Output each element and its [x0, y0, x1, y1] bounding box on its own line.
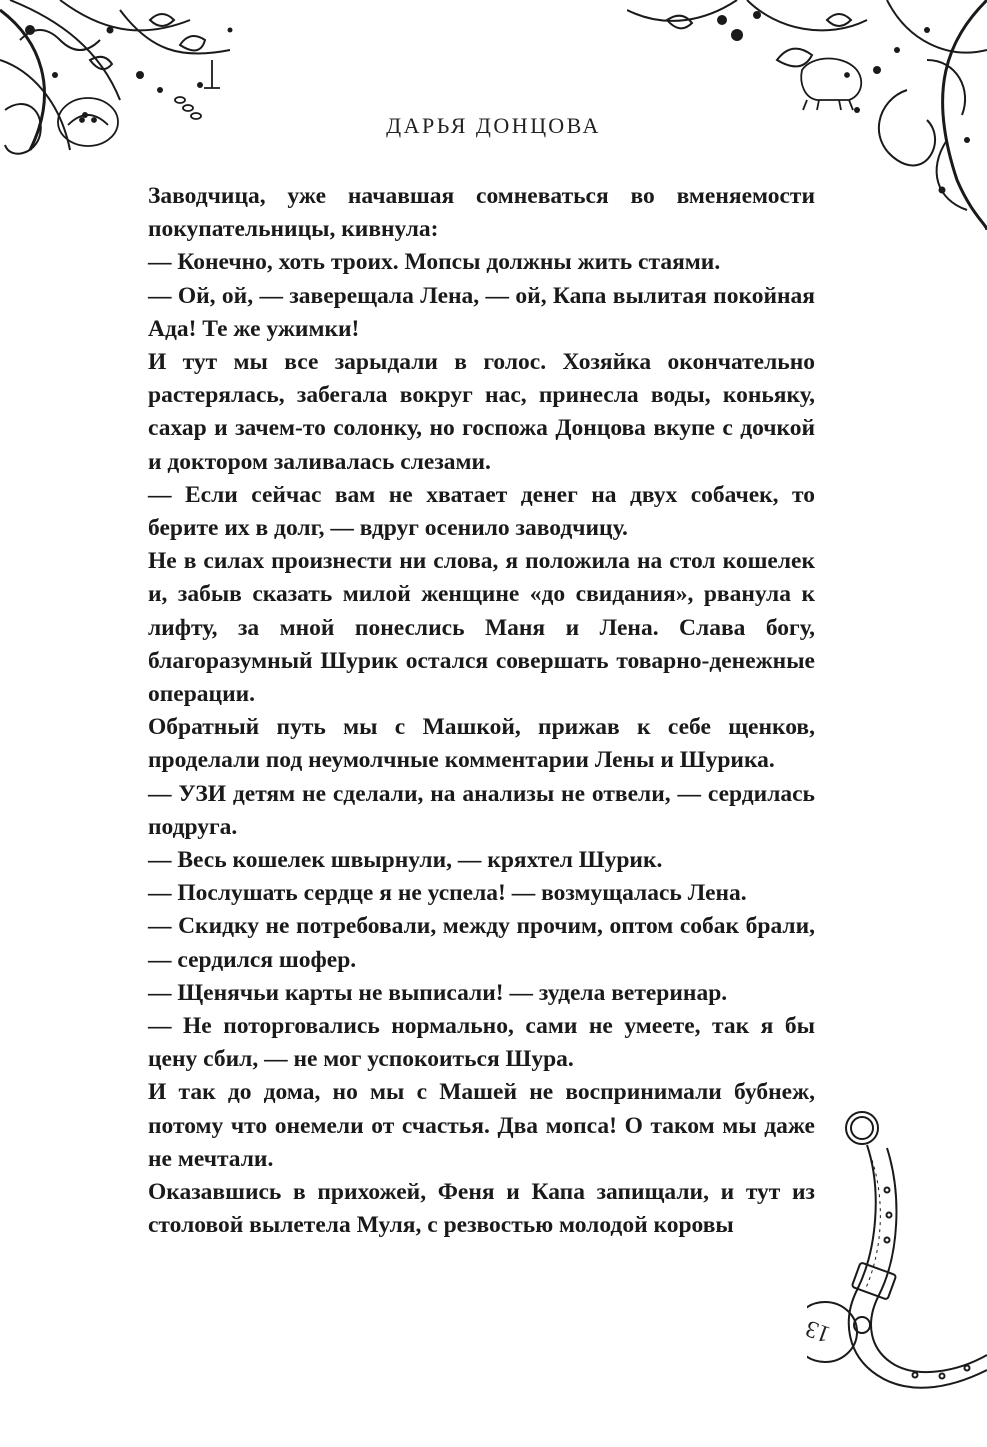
paragraph: — Конечно, хоть троих. Мопсы должны жить стаями. — [148, 249, 721, 276]
pug-icon — [801, 58, 861, 110]
paisley-ornament-top-left-icon — [0, 0, 250, 175]
paragraph: И тут мы все зарыдали в голос. Хозяйка окончательно растерялась, забегала вокруг нас, принесла воды, коньяку, сахар и зачем-то солонку, но госпожа Донцова вкупе с дочкой и доктором заливалась слезами. — [148, 349, 815, 475]
paragraph: Оказавшись в прихожей, Феня и Капа запищали, и тут из столовой вылетела Муля, с резвостью молодой коровы — [148, 1179, 815, 1239]
paragraph: Заводчица, уже начавшая сомневаться во вменяемости покупательницы, кивнула: — [148, 183, 815, 243]
paragraph: Не в силах произнести ни слова, я положила на стол кошелек и, забыв сказать милой женщине «до свидания», рванула к лифту, за мной понеслись Маня и Лена. Слава богу, благоразумный Шурик остался совершать товарно-денежные операции. — [148, 548, 815, 708]
paragraph: Обратный путь мы с Машкой, прижав к себе щенков, проделали под неумолчные комментарии Лены и Шурика. — [148, 714, 815, 774]
paragraph: — Щенячьи карты не выписали! — зудела ветеринар. — [148, 979, 728, 1006]
paragraph: — УЗИ детям не сделали, на анализы не отвели, — сердилась подруга. — [148, 780, 815, 840]
running-head: ДАРЬЯ ДОНЦОВА — [386, 113, 601, 138]
paragraph: — Послушать сердце я не успела! — возмущалась Лена. — [148, 880, 747, 907]
paragraph: — Не поторговались нормально, сами не умеете, так я бы цену сбил, — не мог успокоиться Шура. — [148, 1013, 815, 1073]
dog-collar-icon — [807, 1100, 987, 1440]
paragraph: — Если сейчас вам не хватает денег на двух собачек, то берите их в долг, — вдруг осенило заводчицу. — [148, 481, 815, 542]
page-number: 13 — [802, 1314, 834, 1348]
body-text — [148, 180, 815, 1243]
paragraph: — Ой, ой, — заверещала Лена, — ой, Капа вылитая покойная Ада! Те же ужимки! — [148, 282, 815, 342]
paragraph: — Скидку не потребовали, между прочим, оптом собак брали, — сердился шофер. — [148, 913, 815, 973]
paragraph: И так до дома, но мы с Машей не воспринимали бубнеж, потому что онемели от счастья. Два мопса! О таком мы даже не мечтали. — [148, 1079, 815, 1172]
paragraph: — Весь кошелек швырнули, — кряхтел Шурик. — [148, 847, 663, 874]
